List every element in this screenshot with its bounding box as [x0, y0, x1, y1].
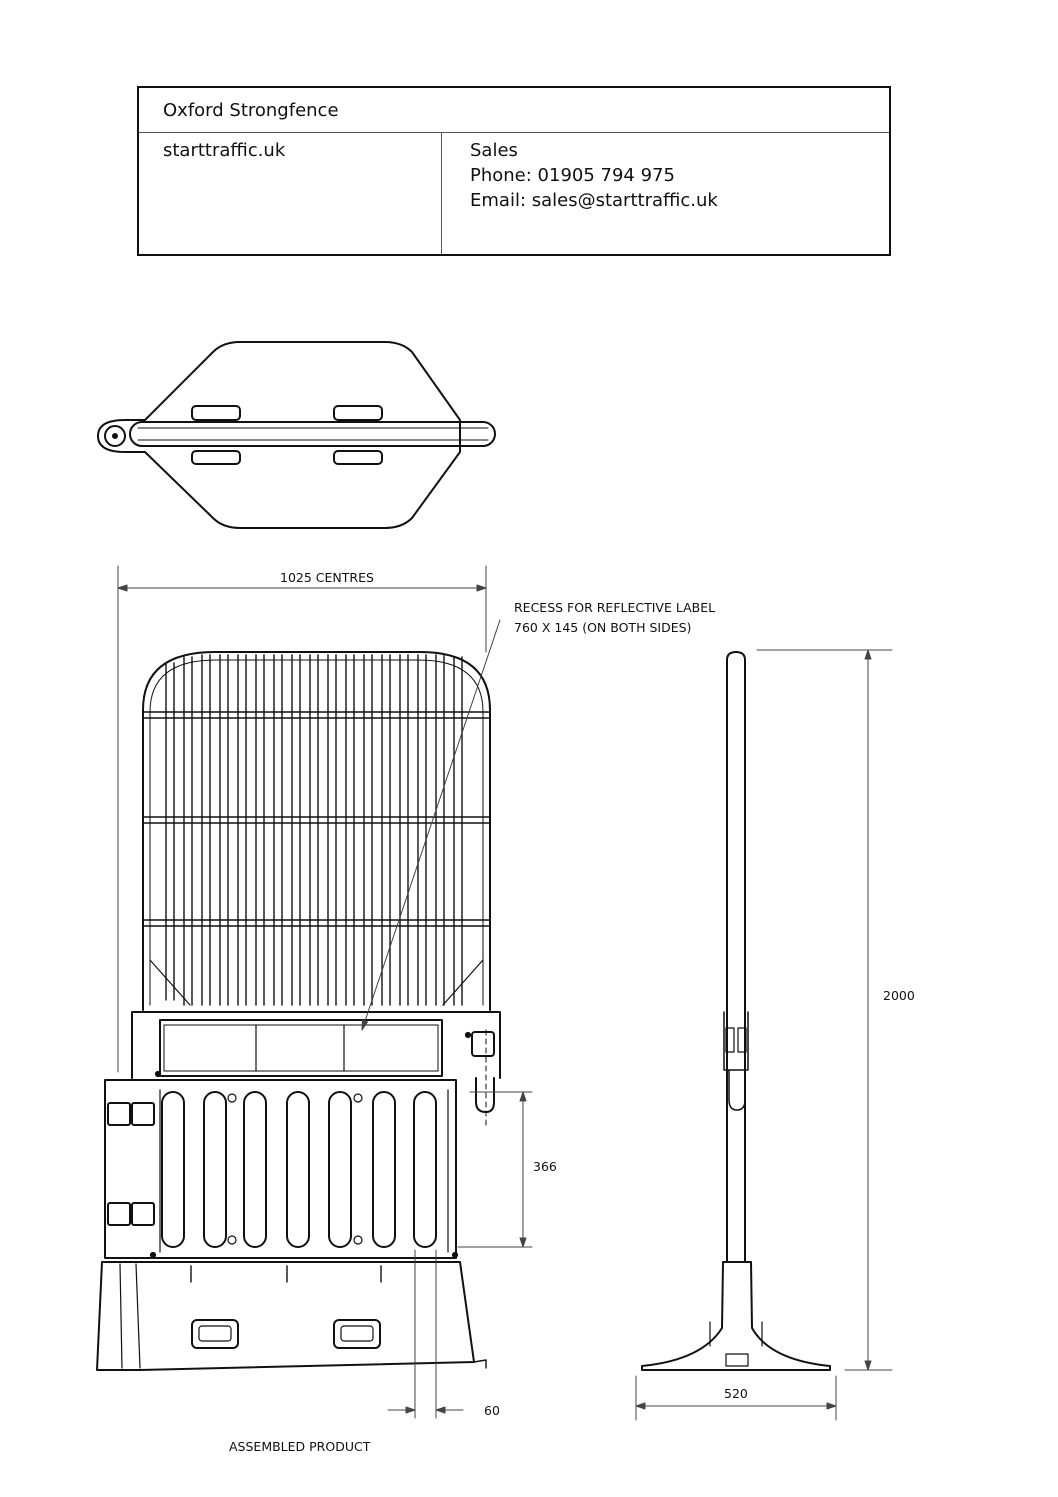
plan-handle — [192, 406, 240, 420]
website: starttraffic.uk — [163, 140, 286, 161]
dim-label-height: 2000 — [883, 988, 915, 1003]
hinge-block — [472, 1032, 494, 1056]
connector-clips — [108, 1103, 154, 1225]
dim-label-centres: 1025 CENTRES — [280, 570, 374, 585]
dimension-lines — [118, 566, 892, 1420]
mesh-bars — [166, 655, 462, 1005]
product-name: Oxford Strongfence — [163, 100, 339, 121]
upper-body — [132, 1012, 500, 1078]
dim-label-panel-height: 366 — [533, 1159, 557, 1174]
annotation-recess-line2: 760 X 145 (ON BOTH SIDES) — [514, 620, 692, 635]
front-elevation — [97, 652, 500, 1370]
bolts — [151, 1033, 471, 1258]
mesh-frame — [143, 652, 490, 1010]
side-elevation — [642, 652, 830, 1370]
email: Email: sales@starttraffic.uk — [470, 190, 718, 211]
lower-body-slots — [162, 1092, 436, 1247]
caption-assembled-product: ASSEMBLED PRODUCT — [229, 1439, 371, 1454]
reflective-label-recess — [160, 1020, 442, 1076]
lower-body — [105, 1080, 456, 1258]
plan-view — [98, 342, 495, 528]
side-post — [727, 652, 745, 1082]
plan-foot-outline — [98, 342, 460, 528]
plan-top-rail — [130, 422, 495, 446]
dim-label-base-width: 520 — [724, 1386, 748, 1401]
contact-heading: Sales — [470, 140, 518, 161]
plan-handle — [192, 451, 240, 464]
hinge-peg — [476, 1078, 494, 1112]
base-foot — [97, 1262, 474, 1370]
annotation-recess-line1: RECESS FOR REFLECTIVE LABEL — [514, 600, 716, 615]
dim-label-foot-offset: 60 — [484, 1403, 500, 1418]
plan-handle — [334, 451, 382, 464]
plan-handle — [334, 406, 382, 420]
phone: Phone: 01905 794 975 — [470, 165, 675, 186]
mesh-crossbars — [143, 712, 490, 926]
